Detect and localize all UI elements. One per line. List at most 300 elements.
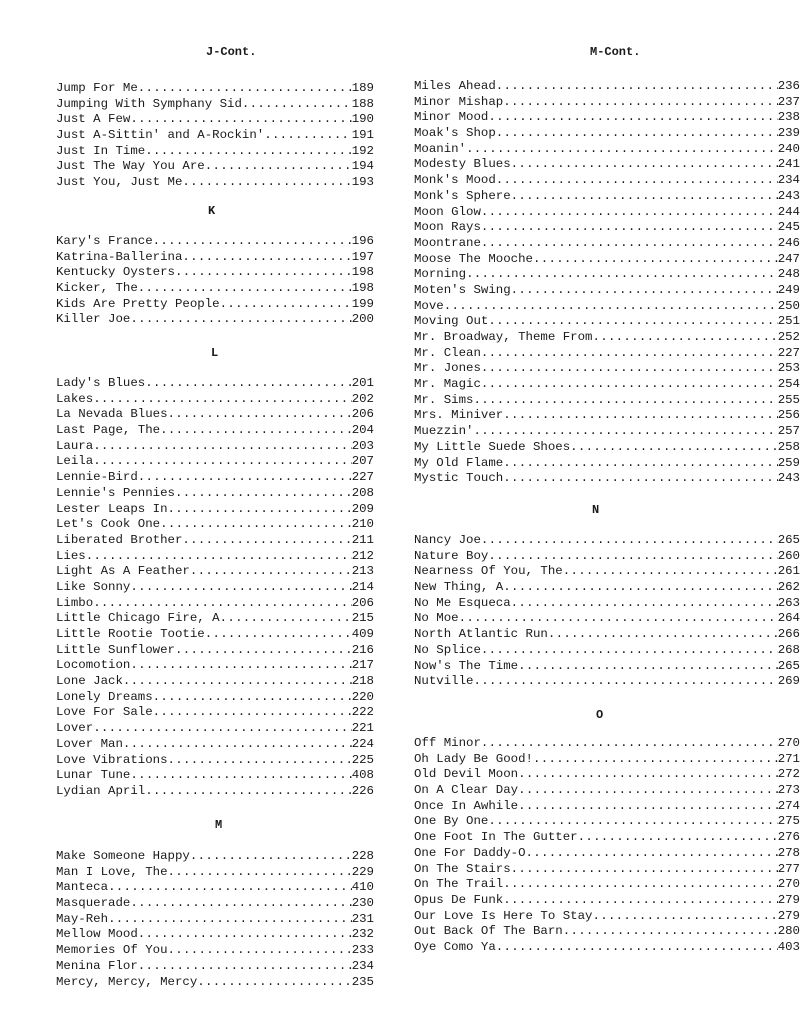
index-entry [414,456,800,472]
dot-leader [570,440,778,456]
dot-leader [481,361,778,377]
entry-page-number: 263 [777,595,800,610]
entry-title: Mr. Magic [414,377,481,392]
entry-page-number: 191 [351,128,374,143]
entry-page-number: 279 [777,908,800,923]
index-entry [414,549,800,565]
entry-page-number: 261 [777,564,800,579]
entry-page-number: 244 [777,204,800,219]
index-entry [414,424,800,440]
dot-leader [481,346,778,362]
entry-page-number: 276 [777,830,800,845]
index-entry [56,927,374,943]
entry-title: Leila [56,454,94,469]
index-entry [56,784,374,800]
dot-leader [93,721,352,737]
entry-title: Locomotion [56,658,131,673]
entry-page-number: 213 [351,564,374,579]
dot-leader [264,128,351,144]
dot-leader [444,299,778,315]
dot-leader [474,393,778,409]
index-entry [56,564,374,580]
entry-title: Nancy Joe [414,533,481,547]
dot-leader [503,893,777,909]
entry-title: Last Page, The [56,423,161,438]
index-entry [414,674,800,690]
entry-page-number: 243 [777,471,800,486]
index-entry [56,159,374,175]
entry-title: La Nevada Blues [56,407,168,422]
entry-page-number: 206 [351,407,374,422]
entry-page-number: 274 [777,798,800,813]
entry-page-number: 206 [351,595,374,610]
entry-page-number: 247 [777,251,800,266]
entry-title: One Foot In The Gutter [414,830,578,845]
dot-leader [488,814,777,830]
index-entry [414,596,800,612]
dot-leader [93,454,352,470]
dot-leader [168,502,352,518]
entry-title: New Thing, A [414,580,504,595]
entry-title: Moon Glow [414,204,481,219]
dot-leader [511,596,778,612]
entry-title: Lies [56,548,86,563]
index-list-l [56,376,374,800]
dot-leader [503,471,777,487]
dot-leader [175,486,352,502]
entry-page-number: 201 [351,376,374,390]
dot-leader [182,533,351,549]
entry-title: Little Chicago Fire, A [56,611,220,626]
entry-title: Katrina-Ballerina [56,249,183,264]
index-entry [56,596,374,612]
dot-leader [93,392,352,408]
entry-page-number: 258 [777,439,800,454]
entry-title: Miles Ahead [414,79,496,93]
entry-title: Jump For Me [56,81,138,95]
dot-leader [548,627,778,643]
entry-page-number: 403 [777,939,800,954]
entry-title: Moving Out [414,314,489,329]
index-entry [414,330,800,346]
entry-page-number: 239 [777,126,800,141]
index-entry [414,580,800,596]
index-entry [414,767,800,783]
index-entry [56,376,374,392]
entry-title: Little Rootie Tootie [56,627,205,641]
index-entry [56,423,374,439]
dot-leader [518,783,778,799]
entry-title: Minor Mishap [414,94,504,109]
index-entry [414,189,800,205]
entry-title: Lover [56,721,94,736]
entry-title: Moanin' [414,141,467,156]
entry-title: Limbo [56,595,94,610]
dot-leader [474,674,778,690]
dot-leader [145,784,351,800]
index-entry [56,865,374,881]
index-entry [414,346,800,362]
entry-page-number: 221 [351,721,374,736]
entry-page-number: 280 [777,924,800,939]
dot-leader [563,924,778,940]
entry-title: Moak's Shop [414,126,496,141]
dot-leader [160,517,352,533]
dot-leader [518,799,778,815]
dot-leader [496,940,778,956]
dot-leader [533,252,778,268]
entry-page-number: 231 [351,911,374,926]
dot-leader [481,643,778,659]
index-entry [414,408,800,424]
index-entry [56,250,374,266]
entry-title: My Little Suede Shoes [414,439,571,454]
index-entry [56,880,374,896]
entry-page-number: 279 [777,892,800,907]
entry-title: Mystic Touch [414,471,504,486]
dot-leader [474,424,778,440]
section-letter-l: L [211,346,219,360]
entry-page-number: 196 [351,234,374,248]
entry-page-number: 211 [351,532,374,547]
entry-title: Lennie-Bird [56,470,138,485]
dot-leader [481,236,778,252]
dot-leader [93,596,352,612]
entry-title: Nearness Of You, The [414,564,563,579]
dot-leader [518,659,778,675]
dot-leader [496,126,778,142]
dot-leader [145,144,351,160]
entry-page-number: 232 [351,927,374,942]
index-entry [56,439,374,455]
index-entry [414,205,800,221]
entry-page-number: 249 [777,282,800,297]
index-entry [414,924,800,940]
entry-title: Minor Mood [414,110,489,125]
index-entry [56,392,374,408]
dot-leader [182,250,351,266]
dot-leader [168,943,352,959]
entry-page-number: 254 [777,377,800,392]
dot-leader [220,611,352,627]
entry-page-number: 265 [777,533,800,547]
index-entry [56,454,374,470]
entry-page-number: 260 [777,548,800,563]
dot-leader [145,376,351,392]
entry-page-number: 230 [351,896,374,911]
dot-leader [175,265,352,281]
entry-page-number: 264 [777,611,800,626]
entry-page-number: 270 [777,736,800,750]
entry-title: Opus De Funk [414,892,504,907]
dot-leader [242,97,352,113]
entry-page-number: 273 [777,783,800,798]
entry-page-number: 262 [777,580,800,595]
index-entry [56,112,374,128]
entry-title: Jumping With Symphany Sid [56,96,242,111]
index-entry [56,517,374,533]
entry-title: Just In Time [56,143,146,158]
entry-page-number: 235 [351,974,374,989]
dot-leader [168,407,352,423]
dot-leader [168,865,352,881]
entry-page-number: 243 [777,188,800,203]
index-entry [414,893,800,909]
entry-page-number: 251 [777,314,800,329]
entry-page-number: 214 [351,579,374,594]
entry-title: Killer Joe [56,312,131,327]
entry-title: Move [414,298,444,313]
index-entry [56,721,374,737]
index-list-m-cont [414,79,800,487]
entry-title: Morning [414,267,467,282]
index-entry [414,846,800,862]
index-entry [414,471,800,487]
entry-title: Mr. Broadway, Theme From [414,330,593,344]
index-entry [414,627,800,643]
dot-leader [168,753,352,769]
entry-title: Once In Awhile [414,798,519,813]
index-entry [414,393,800,409]
entry-title: Laura [56,438,94,453]
dot-leader [130,580,351,596]
dot-leader [511,283,778,299]
entry-page-number: 212 [351,548,374,563]
entry-page-number: 193 [351,175,374,190]
dot-leader [503,456,777,472]
entry-page-number: 253 [777,361,800,376]
entry-page-number: 248 [777,267,800,282]
dot-leader [130,768,351,784]
entry-page-number: 226 [351,783,374,798]
entry-page-number: 245 [777,220,800,235]
index-entry [56,674,374,690]
dot-leader [130,112,351,128]
entry-title: On The Trail [414,877,504,892]
entry-title: North Atlantic Run [414,627,548,642]
index-entry [56,912,374,928]
dot-leader [138,959,352,975]
entry-page-number: 256 [777,408,800,423]
entry-page-number: 241 [777,157,800,172]
entry-page-number: 216 [351,642,374,657]
index-entry [56,502,374,518]
entry-title: Moon Rays [414,220,481,235]
index-entry [414,79,800,95]
dot-leader [488,314,777,330]
index-entry [414,830,800,846]
entry-page-number: 234 [351,958,374,973]
entry-page-number: 237 [777,94,800,109]
entry-page-number: 204 [351,423,374,438]
entry-page-number: 203 [351,438,374,453]
index-entry [414,564,800,580]
index-entry [56,175,374,191]
index-entry [56,486,374,502]
index-entry [56,549,374,565]
entry-title: Liberated Brother [56,532,183,547]
index-list-j [56,81,374,191]
entry-page-number: 192 [351,143,374,158]
dot-leader [592,909,777,925]
entry-title: Love For Sale [56,705,153,720]
entry-title: Just The Way You Are [56,159,205,174]
index-entry [414,736,800,752]
index-entry [414,283,800,299]
entry-page-number: 227 [351,470,374,485]
entry-page-number: 218 [351,674,374,689]
dot-leader [138,81,352,97]
entry-page-number: 208 [351,485,374,500]
index-entry [414,752,800,768]
index-entry [56,896,374,912]
entry-title: Lakes [56,391,94,406]
index-entry [414,236,800,252]
entry-page-number: 410 [351,880,374,895]
entry-page-number: 409 [351,627,374,641]
index-entry [56,643,374,659]
index-entry [414,361,800,377]
entry-page-number: 236 [777,79,800,93]
index-entry [56,97,374,113]
entry-title: Oye Como Ya [414,939,496,954]
entry-title: Just A-Sittin' and A-Rockin' [56,128,265,143]
entry-title: Just A Few [56,112,131,127]
dot-leader [578,830,778,846]
entry-page-number: 222 [351,705,374,720]
index-entry [56,705,374,721]
index-entry [414,299,800,315]
dot-leader [518,767,778,783]
entry-page-number: 229 [351,864,374,879]
entry-title: Mr. Sims [414,392,474,407]
dot-leader [130,312,351,328]
dot-leader [220,297,352,313]
entry-page-number: 271 [777,751,800,766]
entry-page-number: 200 [351,312,374,327]
entry-page-number: 240 [777,141,800,156]
index-entry [56,265,374,281]
index-entry [56,658,374,674]
dot-leader [592,330,777,346]
entry-page-number: 408 [351,768,374,783]
entry-title: Muezzin' [414,424,474,439]
entry-title: Mr. Jones [414,361,481,376]
entry-title: Moose The Mooche [414,251,533,266]
column-header: J-Cont. [206,45,257,59]
index-entry [56,81,374,97]
entry-title: On A Clear Day [414,783,519,798]
entry-title: Like Sonny [56,579,131,594]
dot-leader [130,896,351,912]
index-entry [56,975,374,991]
dot-leader [123,674,352,690]
entry-title: Lydian April [56,783,146,798]
index-entry [56,690,374,706]
entry-title: My Old Flame [414,455,504,470]
index-entry [56,533,374,549]
dot-leader [93,439,352,455]
index-list-o [414,736,800,956]
entry-title: No Me Esqueca [414,595,511,610]
dot-leader [123,737,352,753]
dot-leader [526,846,778,862]
index-entry [414,173,800,189]
entry-page-number: 197 [351,249,374,264]
index-entry [414,909,800,925]
entry-page-number: 224 [351,736,374,751]
entry-page-number: 194 [351,159,374,174]
dot-leader [466,142,778,158]
dot-leader [130,658,351,674]
entry-page-number: 217 [351,658,374,673]
dot-leader [503,408,777,424]
section-letter-n: N [592,503,600,517]
index-entry [414,814,800,830]
dot-leader [138,281,352,297]
entry-page-number: 266 [777,627,800,642]
index-entry [56,768,374,784]
index-entry [56,407,374,423]
dot-leader [153,705,352,721]
index-entry [414,877,800,893]
section-letter-k: K [208,204,216,218]
dot-leader [153,234,352,250]
entry-title: May-Reh [56,911,109,926]
dot-leader [481,533,778,549]
dot-leader [86,549,352,565]
entry-title: Our Love Is Here To Stay [414,908,593,923]
dot-leader [182,175,351,191]
entry-page-number: 209 [351,501,374,516]
entry-page-number: 233 [351,943,374,958]
index-entry [414,95,800,111]
entry-title: Man I Love, The [56,864,168,879]
index-entry [56,297,374,313]
entry-title: Mellow Mood [56,927,138,942]
entry-page-number: 199 [351,296,374,311]
entry-title: Out Back Of The Barn [414,924,563,939]
entry-page-number: 272 [777,767,800,782]
entry-title: Mrs. Miniver [414,408,504,423]
entry-page-number: 250 [777,298,800,313]
index-entry [56,959,374,975]
entry-page-number: 189 [351,81,374,95]
index-entry [414,220,800,236]
index-entry [56,753,374,769]
entry-title: One By One [414,814,489,829]
index-entry [414,267,800,283]
entry-page-number: 207 [351,454,374,469]
entry-title: Make Someone Happy [56,849,190,863]
entry-title: Kentucky Oysters [56,265,175,280]
dot-leader [533,752,778,768]
index-entry [56,611,374,627]
dot-leader [197,975,351,991]
dot-leader [108,880,352,896]
dot-leader [503,580,777,596]
entry-title: Love Vibrations [56,752,168,767]
index-entry [56,943,374,959]
dot-leader [153,690,352,706]
entry-title: No Splice [414,642,481,657]
entry-title: Light As A Feather [56,564,190,579]
index-entry [56,737,374,753]
dot-leader [108,912,352,928]
index-entry [56,470,374,486]
entry-title: Just You, Just Me [56,175,183,190]
index-entry [414,862,800,878]
